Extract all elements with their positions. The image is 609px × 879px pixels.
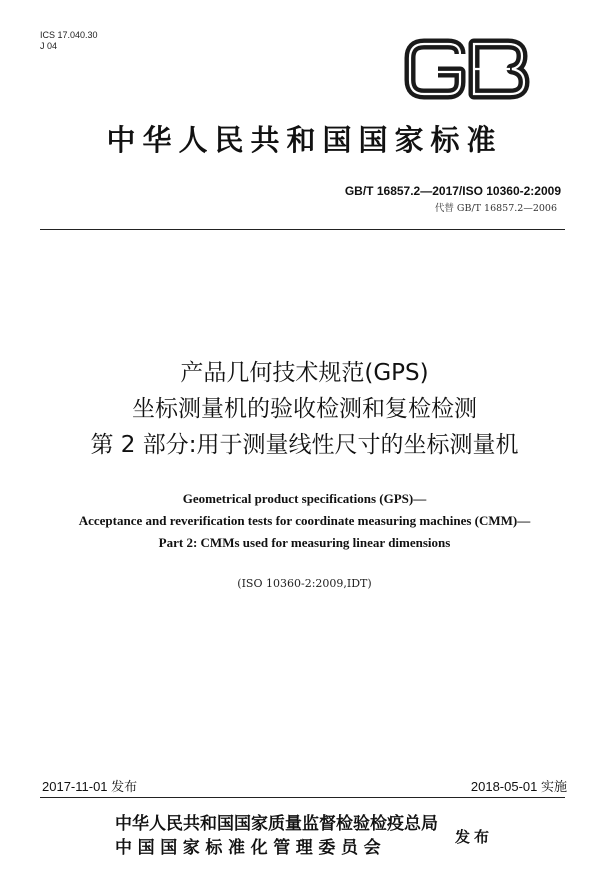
title-en-line-2: Acceptance and reverification tests for coordinate measuring machines (CMM)— <box>78 513 531 528</box>
gb-number: GB/T 16857.2—2017/ <box>344 184 463 198</box>
issuer-line-1: 中华人民共和国国家质量监督检验检疫总局 <box>115 814 438 834</box>
ics-code: ICS 17.040.30 <box>40 30 98 40</box>
ccs-code: J 04 <box>40 41 58 51</box>
standard-category-title: 中华人民共和国国家标准 <box>106 123 503 157</box>
issuer-line-2: 中国国家标准化管理委员会 <box>115 838 387 858</box>
publish-label: 发布 <box>455 828 494 846</box>
title-zh-line-3: 第 2 部分:用于测量线性尺寸的坐标测量机 <box>90 432 519 458</box>
title-zh-line-1: 产品几何技术规范(GPS) <box>180 360 429 386</box>
title-en-line-1: Geometrical product specifications (GPS)— <box>182 491 427 506</box>
classification-codes <box>40 30 98 52</box>
iso-number: ISO 10360-2:2009 <box>462 184 561 198</box>
issue-date: 2017-11-01 发布 <box>42 779 138 794</box>
top-divider <box>40 229 565 230</box>
iso-equivalence: (ISO 10360-2:2009,IDT) <box>237 577 372 590</box>
implementation-date: 2018-05-01 实施 <box>470 779 567 794</box>
title-zh-line-2: 坐标测量机的验收检测和复检检测 <box>132 396 477 422</box>
title-en-line-3: Part 2: CMMs used for measuring linear dimensions <box>158 535 451 550</box>
replaces-standard: 代替 GB/T 16857.2—2006 <box>434 203 557 214</box>
gb-logo-icon <box>404 38 530 100</box>
bottom-divider <box>40 797 565 798</box>
standard-number <box>345 184 561 198</box>
